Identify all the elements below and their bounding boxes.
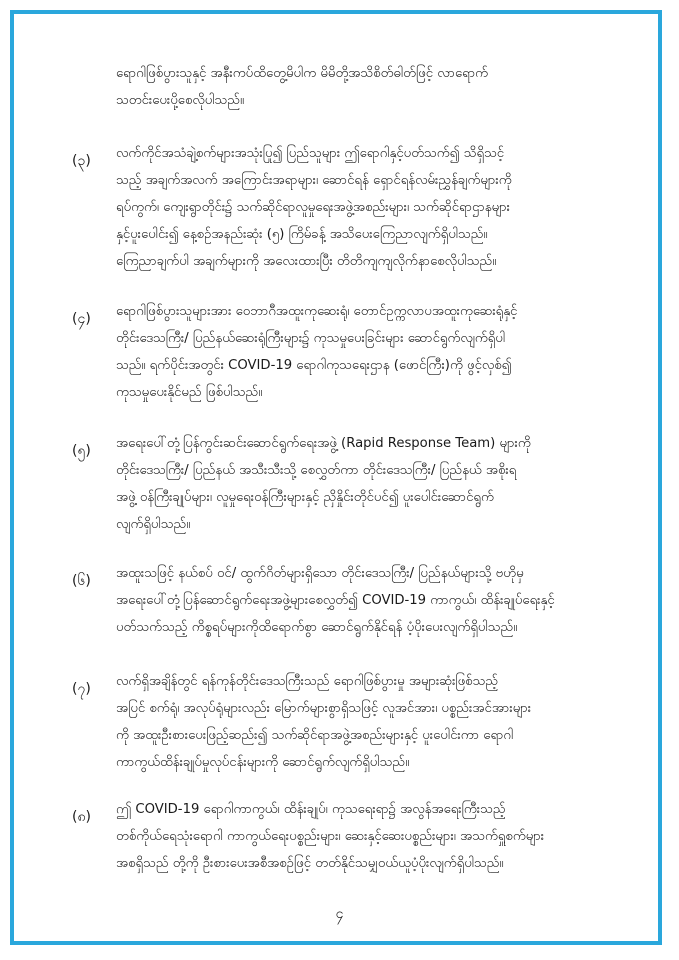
paragraph-6	[116, 560, 616, 641]
paragraph-line: တိုင်းဒေသကြီး/ ပြည်နယ် အသီးသီးသို့ စေလွှတ်ကာ တိုင်းဒေသကြီး/ ပြည်နယ် အစိုးရ	[116, 463, 517, 478]
paragraph-line: တိုင်းဒေသကြီး/ ပြည်နယ်ဆေးရုံကြီးများ၌ ကုသမှုပေးခြင်းများ ဆောင်ရွက်လျက်ရှိပါ	[116, 331, 506, 346]
paragraph-3	[116, 140, 616, 275]
paragraph-8	[116, 796, 616, 877]
paragraph-line: ကို အထူးဦးစားပေးဖြည့်ဆည်း၍ သက်ဆိုင်ရာအဖွဲ့အစည်းများနှင့် ပူးပေါင်းကာ ရောဂါ	[116, 728, 514, 743]
paragraph-line: အစရှိသည် တို့ကို ဦးစားပေးအစီအစဉ်ဖြင့် တတ်နိုင်သမျှဝယ်ယူပံ့ပိုးလျက်ရှိပါသည်။	[116, 856, 504, 871]
paragraph-line: ရောဂါဖြစ်ပွားသူများအား ဝေဘာဂီအထူးကုဆေးရုံ၊ တောင်ဥက္ကလာပအထူးကုဆေးရုံနှင့်	[116, 304, 518, 319]
paragraph-continuation	[116, 60, 616, 114]
paragraph-number: (၆)	[72, 573, 91, 589]
paragraph-line: ဤ COVID-19 ရောဂါကာကွယ်၊ ထိန်းချုပ်၊ ကုသရေးရာ၌ အလွန်အရေးကြီးသည့်	[116, 802, 506, 817]
paragraph-line: အရေးပေါ်တုံ့ပြန်ဆောင်ရွက်ရေးအဖွဲ့များစေလွှတ်၍ COVID-19 ကာကွယ်၊ ထိန်းချုပ်ရေးနှင့်	[116, 593, 555, 608]
paragraph-line: နှင့်ပူးပေါင်း၍ နေ့စဉ်အနည်းဆုံး (၅) ကြိမ်ခန့် အသိပေးကြေညာလျက်ရှိပါသည်။	[116, 227, 488, 242]
paragraph-number: (၃)	[72, 153, 91, 169]
paragraph-line: ကာကွယ်ထိန်းချုပ်မှုလုပ်ငန်းများကို ဆောင်ရွက်လျက်ရှိပါသည်။	[116, 755, 410, 770]
paragraph-line: သည်။ ရက်ပိုင်းအတွင်း COVID-19 ရောဂါကုသရေးဌာန (ဖောင်ကြီး)ကို ဖွင့်လှစ်၍	[116, 358, 512, 373]
paragraph-line: လက်ကိုင်အသံချဲ့စက်များအသုံးပြု၍ ပြည်သူများ ဤရောဂါနှင့်ပတ်သက်၍ သိရှိသင့်	[116, 146, 505, 161]
page-number: ၄	[335, 906, 344, 922]
paragraph-7	[116, 668, 616, 776]
paragraph-number: (၅)	[72, 443, 91, 459]
paragraph-line: သတင်းပေးပို့စေလိုပါသည်။	[116, 93, 245, 108]
paragraph-number: (၈)	[72, 809, 91, 825]
paragraph-line: ရပ်ကွက်၊ ကျေးရွာတိုင်း၌ သက်ဆိုင်ရာလူမှုရေးအဖွဲ့အစည်းများ၊ သက်ဆိုင်ရာဌာနများ	[116, 200, 510, 215]
paragraph-4	[116, 298, 616, 406]
paragraph-line: သည့် အချက်အလက် အကြောင်းအရာများ၊ ဆောင်ရန် ရှောင်ရန်လမ်းညွှန်ချက်များကို	[116, 173, 512, 188]
paragraph-line: အဖွဲ့ ဝန်ကြီးချုပ်များ၊ လူမှုရေးဝန်ကြီးများနှင့် ညှိနှိုင်းတိုင်ပင်၍ ပူးပေါင်းဆောင်ရွက်	[116, 490, 494, 505]
paragraph-line: ကြေညာချက်ပါ အချက်များကို အလေးထားပြီး တိတိကျကျလိုက်နာစေလိုပါသည်။	[116, 254, 497, 269]
paragraph-line: လက်ရှိအချိန်တွင် ရန်ကုန်တိုင်းဒေသကြီးသည် ရောဂါဖြစ်ပွားမှု အများဆုံးဖြစ်သည့်	[116, 674, 499, 689]
paragraph-line: တစ်ကိုယ်ရေသုံးရောဂါ ကာကွယ်ရေးပစ္စည်းများ၊ ဆေးနှင့်ဆေးပစ္စည်းများ၊ အသက်ရှူစက်များ	[116, 829, 545, 844]
paragraph-line: အရေးပေါ်တုံ့ပြန်ကွင်းဆင်းဆောင်ရွက်ရေးအဖွဲ့ (Rapid Response Team) များကို	[116, 436, 531, 451]
paragraph-line: အပြင် စက်ရုံ၊ အလုပ်ရုံများလည်း မြောက်များစွာရှိသဖြင့် လူအင်အား၊ ပစ္စည်းအင်အားများ	[116, 701, 532, 716]
paragraph-5	[116, 430, 616, 538]
paragraph-line: ကုသမှုပေးနိုင်မည် ဖြစ်ပါသည်။	[116, 385, 263, 400]
paragraph-number: (၇)	[72, 681, 91, 697]
paragraph-line: အထူးသဖြင့် နယ်စပ် ဝင်/ ထွက်ဂိတ်များရှိသော တိုင်းဒေသကြီး/ ပြည်နယ်များသို့ ဗဟိုမှ	[116, 566, 524, 581]
paragraph-line: ရောဂါဖြစ်ပွားသူနှင့် အနီးကပ်ထိတွေ့မိပါက မိမိတို့အသိစိတ်ဓါတ်ဖြင့် လာရောက်	[116, 66, 489, 81]
paragraph-number: (၄)	[72, 311, 91, 327]
paragraph-line: ပတ်သက်သည့် ကိစ္စရပ်များကိုထိရောက်စွာ ဆောင်ရွက်နိုင်ရန် ပံ့ပိုးပေးလျက်ရှိပါသည်။	[116, 620, 518, 635]
paragraph-line: လျက်ရှိပါသည်။	[116, 517, 191, 532]
